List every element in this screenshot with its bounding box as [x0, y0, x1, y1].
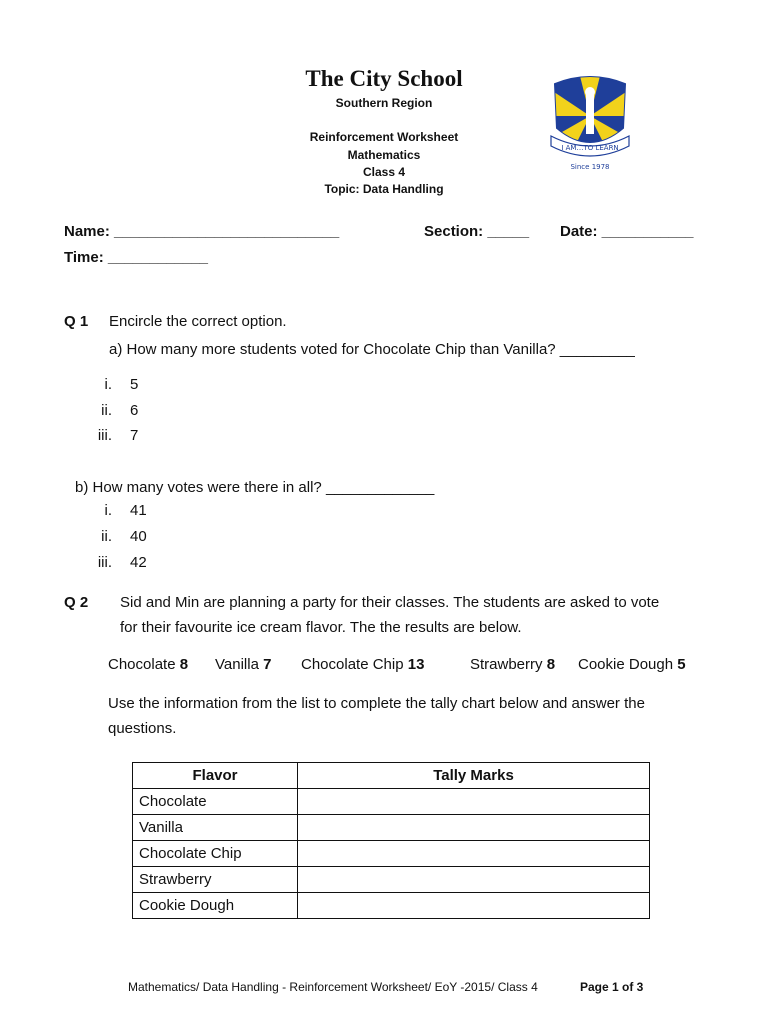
q1b-option-num: i.	[104, 502, 112, 519]
vote-item: Cookie Dough 5	[578, 656, 686, 673]
q2-text-line2: for their favourite ice cream flavor. The the results are below.	[120, 619, 522, 636]
flavor-cell: Strawberry	[133, 867, 298, 893]
vote-item: Strawberry 8	[470, 656, 556, 673]
vote-item: Chocolate Chip 13	[301, 656, 425, 673]
tally-cell	[298, 789, 650, 815]
q2-text-line1: Sid and Min are planning a party for their classes. The students are asked to vote	[120, 594, 660, 611]
q1a-option-num: ii.	[101, 402, 112, 419]
q1a-option-num: i.	[104, 376, 112, 393]
topic: Topic: Data Handling	[324, 182, 444, 196]
tally-table	[132, 762, 650, 919]
instructions-line1: Use the information from the list to complete the tally chart below and answer the	[108, 695, 645, 712]
q1b-question: b) How many votes were there in all? _____________	[75, 479, 435, 496]
vote-item: Chocolate 8	[108, 656, 189, 673]
subject: Mathematics	[347, 148, 421, 162]
vote-item: Vanilla 7	[215, 656, 272, 673]
page-number: Page 1 of 3	[580, 980, 644, 994]
table-row	[133, 815, 650, 841]
table-row	[133, 893, 650, 919]
date-field: Date: ___________	[560, 223, 694, 240]
flavor-cell: Chocolate	[133, 789, 298, 815]
instructions-line2: questions.	[108, 720, 177, 737]
time-field: Time: ____________	[64, 249, 209, 266]
section-field: Section: _____	[424, 223, 530, 240]
school-region: Southern Region	[335, 96, 433, 110]
logo-since: Since 1978	[570, 163, 610, 171]
q1b-option-value: 40	[130, 528, 147, 545]
tally-cell	[298, 841, 650, 867]
tally-cell	[298, 815, 650, 841]
footer-text: Mathematics/ Data Handling - Reinforcement Worksheet/ EoY -2015/ Class 4	[128, 980, 538, 994]
q1-instruction: Encircle the correct option.	[109, 313, 287, 330]
q1a-option-value: 5	[130, 376, 139, 393]
class-level: Class 4	[362, 165, 406, 179]
column-header-flavor: Flavor	[133, 763, 298, 789]
logo-motto: I AM…TO LEARN	[561, 144, 619, 152]
q1b-option-num: iii.	[97, 554, 112, 571]
q1b-option-value: 42	[130, 554, 147, 571]
table-row	[133, 789, 650, 815]
q1b-option-value: 41	[130, 502, 147, 519]
table-header-row	[133, 763, 650, 789]
school-name: The City School	[305, 66, 463, 91]
q2-label: Q 2	[64, 594, 89, 611]
column-header-tally: Tally Marks	[298, 763, 650, 789]
table-row	[133, 841, 650, 867]
flavor-cell: Cookie Dough	[133, 893, 298, 919]
q1a-question: a) How many more students voted for Chocolate Chip than Vanilla? _________	[109, 341, 635, 358]
q1b-option-num: ii.	[101, 528, 112, 545]
tally-cell	[298, 893, 650, 919]
tally-cell	[298, 867, 650, 893]
q1-label: Q 1	[64, 313, 89, 330]
table-row	[133, 867, 650, 893]
q1a-option-value: 6	[130, 402, 139, 419]
worksheet-type: Reinforcement Worksheet	[309, 130, 459, 144]
q1a-option-value: 7	[130, 427, 139, 444]
name-field: Name: ___________________________	[64, 223, 340, 240]
school-logo	[545, 76, 635, 176]
flavor-cell: Chocolate Chip	[133, 841, 298, 867]
flavor-cell: Vanilla	[133, 815, 298, 841]
q1a-option-num: iii.	[97, 427, 112, 444]
